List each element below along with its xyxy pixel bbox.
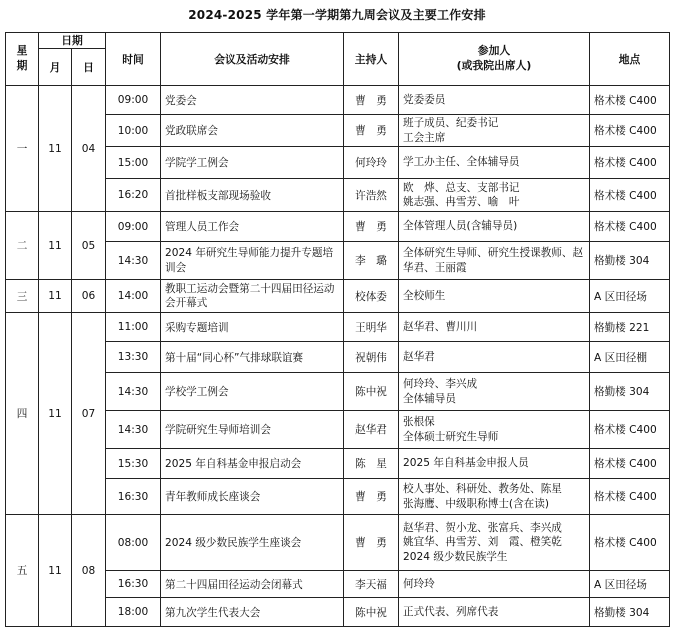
attendees-cell: 正式代表、列席代表 [399, 598, 590, 627]
month-cell: 11 [39, 280, 72, 313]
weekday-cell: 三 [6, 280, 39, 313]
time-cell: 14:30 [106, 373, 161, 411]
day-cell: 04 [72, 86, 106, 212]
table-row [6, 342, 670, 373]
host-cell: 李天福 [344, 571, 399, 598]
location-cell: 格术楼 C400 [590, 179, 670, 212]
time-cell: 10:00 [106, 115, 161, 147]
table-row [6, 479, 670, 515]
event-cell: 管理人员工作会 [161, 212, 344, 242]
table-row [6, 86, 670, 115]
event-cell: 学院研究生导师培训会 [161, 411, 344, 449]
event-cell: 首批样板支部现场验收 [161, 179, 344, 212]
event-cell: 2025 年自科基金申报启动会 [161, 449, 344, 479]
host-cell: 王明华 [344, 313, 399, 342]
event-cell: 第二十四届田径运动会闭幕式 [161, 571, 344, 598]
host-cell: 曹 勇 [344, 86, 399, 115]
event-cell: 2024 年研究生导师能力提升专题培训会 [161, 242, 344, 280]
attendees-cell: 欧 烨、总支、支部书记 姚志强、冉雪芳、喻 叶 [399, 179, 590, 212]
attendees-cell: 赵华君、曹川川 [399, 313, 590, 342]
time-cell: 14:00 [106, 280, 161, 313]
location-cell: A 区田径场 [590, 571, 670, 598]
time-cell: 13:30 [106, 342, 161, 373]
time-cell: 14:30 [106, 242, 161, 280]
attendees-cell: 何玲玲、李兴成 全体辅导员 [399, 373, 590, 411]
time-cell: 16:30 [106, 571, 161, 598]
host-cell: 何玲玲 [344, 147, 399, 179]
location-cell: 格术楼 C400 [590, 449, 670, 479]
attendees-cell: 党委委员 [399, 86, 590, 115]
event-cell: 采购专题培训 [161, 313, 344, 342]
event-cell: 教职工运动会暨第二十四届田径运动会开幕式 [161, 280, 344, 313]
location-cell: 格术楼 C400 [590, 479, 670, 515]
month-cell: 11 [39, 86, 72, 212]
table-row [6, 212, 670, 242]
attendees-cell: 全体研究生导师、研究生授课教师、赵华君、王丽霞 [399, 242, 590, 280]
host-cell: 李 璐 [344, 242, 399, 280]
time-cell: 09:00 [106, 86, 161, 115]
weekday-cell: 一 [6, 86, 39, 212]
table-header [6, 33, 670, 86]
host-cell: 陈 星 [344, 449, 399, 479]
time-cell: 15:00 [106, 147, 161, 179]
location-cell: 格术楼 C400 [590, 147, 670, 179]
table-row [6, 373, 670, 411]
event-cell: 第十届“同心杯”气排球联谊赛 [161, 342, 344, 373]
table-row [6, 179, 670, 212]
host-cell: 陈中祝 [344, 598, 399, 627]
event-cell: 党委会 [161, 86, 344, 115]
location-cell: 格术楼 C400 [590, 86, 670, 115]
host-cell: 曹 勇 [344, 515, 399, 571]
event-cell: 青年教师成长座谈会 [161, 479, 344, 515]
weekday-cell: 五 [6, 515, 39, 627]
schedule-table [5, 32, 670, 627]
time-cell: 16:30 [106, 479, 161, 515]
event-header: 会议及活动安排 [161, 33, 344, 86]
attendees-cell: 赵华君 [399, 342, 590, 373]
attendees-cell: 2025 年自科基金申报人员 [399, 449, 590, 479]
location-cell: 格勤楼 304 [590, 242, 670, 280]
month-cell: 11 [39, 515, 72, 627]
table-row [6, 411, 670, 449]
attendees-cell: 全校师生 [399, 280, 590, 313]
weekday-cell: 四 [6, 313, 39, 515]
table-row [6, 598, 670, 627]
location-cell: 格勤楼 304 [590, 373, 670, 411]
weekday-header: 星 期 [6, 33, 39, 86]
table-row [6, 280, 670, 313]
location-cell: 格术楼 C400 [590, 115, 670, 147]
page-title: 2024-2025 学年第一学期第九周会议及主要工作安排 [188, 8, 486, 22]
day-cell: 05 [72, 212, 106, 280]
location-cell: 格勤楼 221 [590, 313, 670, 342]
host-cell: 校体委 [344, 280, 399, 313]
location-cell: 格术楼 C400 [590, 212, 670, 242]
month-header: 月 [39, 49, 72, 86]
attendees-cell: 学工办主任、全体辅导员 [399, 147, 590, 179]
day-cell: 08 [72, 515, 106, 627]
location-cell: 格术楼 C400 [590, 515, 670, 571]
attendees-cell: 校人事处、科研处、教务处、陈星 张海鹰、中级职称博士(含在读) [399, 479, 590, 515]
event-cell: 学校学工例会 [161, 373, 344, 411]
host-cell: 曹 勇 [344, 479, 399, 515]
table-row [6, 313, 670, 342]
host-cell: 许浩然 [344, 179, 399, 212]
attendees-cell: 何玲玲 [399, 571, 590, 598]
month-cell: 11 [39, 313, 72, 515]
event-cell: 学院学工例会 [161, 147, 344, 179]
location-cell: 格术楼 C400 [590, 411, 670, 449]
attendees-cell: 赵华君、贺小龙、张富兵、李兴成 姚宜华、冉雪芳、刘 霞、橙笑乾 2024 级少数民族学生 [399, 515, 590, 571]
time-cell: 11:00 [106, 313, 161, 342]
location-cell: 格勤楼 304 [590, 598, 670, 627]
table-row [6, 571, 670, 598]
day-cell: 06 [72, 280, 106, 313]
event-cell: 2024 级少数民族学生座谈会 [161, 515, 344, 571]
table-row [6, 147, 670, 179]
attendees-header: 参加人 (或我院出席人) [399, 33, 590, 86]
event-cell: 第九次学生代表大会 [161, 598, 344, 627]
time-cell: 18:00 [106, 598, 161, 627]
time-header: 时间 [106, 33, 161, 86]
time-cell: 15:30 [106, 449, 161, 479]
time-cell: 08:00 [106, 515, 161, 571]
time-cell: 14:30 [106, 411, 161, 449]
host-cell: 曹 勇 [344, 212, 399, 242]
host-cell: 赵华君 [344, 411, 399, 449]
attendees-cell: 全体管理人员(含辅导员) [399, 212, 590, 242]
host-cell: 祝朝伟 [344, 342, 399, 373]
table-row [6, 115, 670, 147]
location-cell: A 区田径棚 [590, 342, 670, 373]
day-header: 日 [72, 49, 106, 86]
host-cell: 陈中祝 [344, 373, 399, 411]
time-cell: 16:20 [106, 179, 161, 212]
attendees-cell: 班子成员、纪委书记 工会主席 [399, 115, 590, 147]
day-cell: 07 [72, 313, 106, 515]
date-header: 日期 [39, 33, 106, 49]
time-cell: 09:00 [106, 212, 161, 242]
location-cell: A 区田径场 [590, 280, 670, 313]
table-row [6, 242, 670, 280]
table-row [6, 449, 670, 479]
weekday-cell: 二 [6, 212, 39, 280]
attendees-cell: 张根保 全体硕士研究生导师 [399, 411, 590, 449]
host-cell: 曹 勇 [344, 115, 399, 147]
location-header: 地点 [590, 33, 670, 86]
event-cell: 党政联席会 [161, 115, 344, 147]
host-header: 主持人 [344, 33, 399, 86]
month-cell: 11 [39, 212, 72, 280]
table-row [6, 515, 670, 571]
